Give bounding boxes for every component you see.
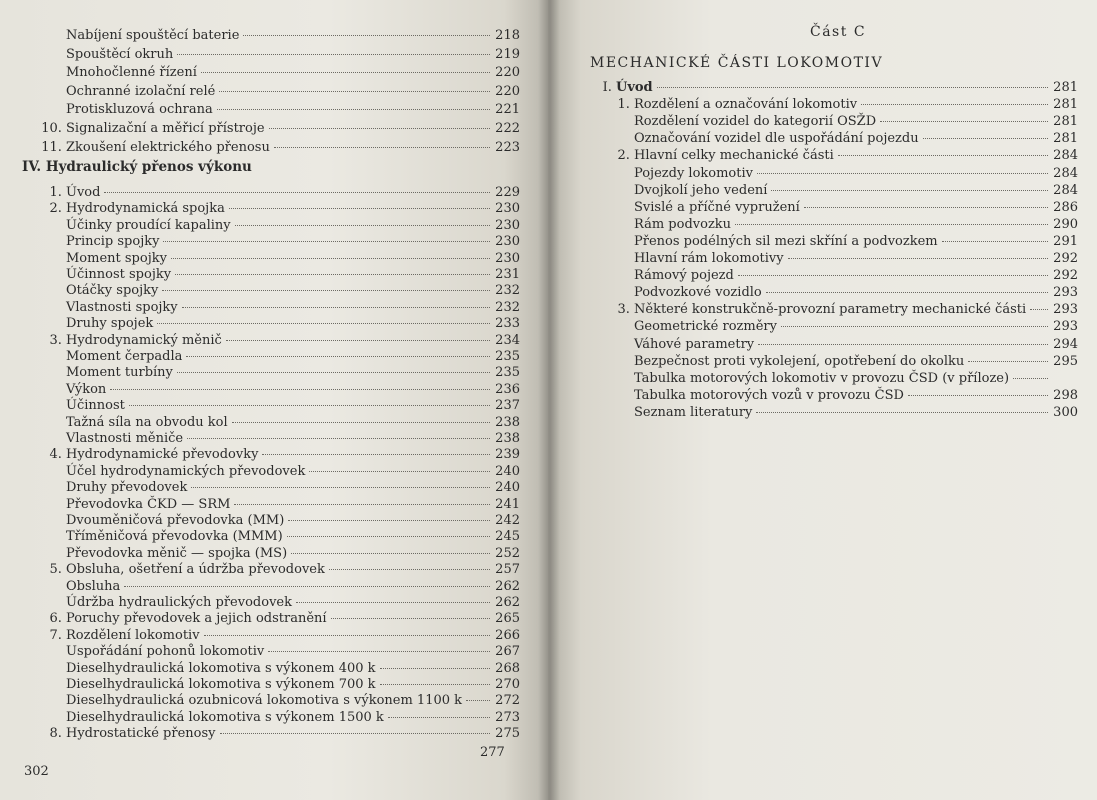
toc-entry [24, 497, 520, 513]
toc-entry [24, 300, 520, 316]
toc-entry-title: Vlastnosti spojky [66, 299, 178, 315]
toc-entry-page: 231 [495, 267, 520, 282]
toc-entry [594, 234, 1078, 250]
book-gutter [538, 0, 560, 800]
toc-entry-title: Váhové parametry [634, 336, 755, 352]
toc-entry [594, 388, 1078, 404]
part-title: MECHANICKÉ ČÁSTI LOKOMOTIV [590, 55, 884, 71]
toc-leader-dots [268, 651, 490, 652]
toc-entry-title: Ochranné izolační relé [66, 83, 216, 99]
toc-entry-title: Účinnost [66, 398, 125, 414]
toc-entry-title: Výkon [66, 381, 107, 397]
toc-entry-page: 220 [495, 65, 520, 81]
toc-entry [24, 398, 520, 414]
toc-entry-page: 232 [495, 299, 520, 315]
toc-leader-dots [466, 700, 490, 701]
toc-entry-title: Podvozkové vozidlo [634, 285, 762, 301]
toc-leader-dots [758, 344, 1048, 345]
toc-entry [594, 405, 1078, 421]
toc-entry-page: 281 [1053, 97, 1078, 113]
toc-entry [24, 447, 520, 463]
toc-entry [594, 354, 1078, 370]
toc-entry-title: Hydrodynamický měnič [66, 332, 222, 348]
toc-entry [24, 234, 520, 250]
toc-entry-title: Seznam literatury [634, 404, 753, 420]
toc-entry [594, 371, 1078, 387]
toc-entry-page: 218 [495, 28, 520, 43]
toc-entry-title: Pojezdy lokomotiv [634, 165, 753, 181]
toc-entry-title: Moment turbíny [66, 365, 173, 381]
toc-entry [594, 114, 1078, 130]
toc-entry-title: Vlastnosti měniče [66, 431, 184, 446]
toc-entry-title: Tažná síla na obvodu kol [66, 414, 228, 430]
toc-entry-page: 294 [1053, 336, 1078, 352]
toc-leader-dots [217, 109, 490, 110]
toc-leader-dots [229, 208, 490, 209]
toc-entry [594, 251, 1078, 267]
toc-leader-dots [380, 684, 490, 685]
toc-entry-page: 281 [1053, 131, 1078, 147]
toc-leader-dots [968, 361, 1048, 362]
toc-entry-page: 219 [495, 46, 520, 62]
toc-entry [24, 513, 520, 529]
toc-entry-page: 221 [495, 102, 520, 118]
toc-entry-title: Převodovka ČKD — SRM [66, 496, 231, 512]
toc-entry-page: 220 [495, 83, 520, 99]
toc-entry-title: Dieselhydraulická ozubnicová lokomotiva s výkonem 1100 k [66, 693, 463, 709]
toc-entry [24, 480, 520, 496]
toc-entry-title: Údržba hydraulických převodovek [66, 595, 292, 610]
toc-entry-number: 10. [41, 121, 66, 136]
toc-entry-page: 230 [495, 201, 520, 217]
toc-entry-title: Účinky proudící kapaliny [66, 217, 231, 233]
toc-leader-dots [657, 87, 1048, 88]
toc-entry-number: 4. [49, 447, 66, 463]
toc-entry [24, 47, 520, 63]
toc-leader-dots [923, 138, 1048, 139]
toc-entry [594, 166, 1078, 182]
toc-entry [24, 710, 520, 726]
toc-entry [24, 726, 520, 742]
toc-entry [24, 529, 520, 545]
toc-entry [24, 415, 520, 431]
toc-entry-page: 252 [495, 545, 520, 561]
toc-entry-page: 262 [495, 578, 520, 594]
toc-leader-dots [735, 224, 1048, 225]
toc-entry-number: 7. [49, 627, 66, 643]
toc-entry-page: 293 [1053, 319, 1078, 335]
toc-entry [24, 84, 520, 100]
toc-entry-title: Moment spojky [66, 250, 167, 266]
toc-entry [594, 285, 1078, 301]
toc-leader-dots [201, 72, 490, 73]
part-label: Část C [810, 24, 867, 40]
toc-entry-page: 270 [495, 677, 520, 692]
toc-entry-title: Dieselhydraulická lokomotiva s výkonem 400 k [66, 660, 376, 676]
toc-entry-page: 284 [1053, 182, 1078, 198]
toc-leader-dots [287, 536, 490, 537]
toc-entry-title: Hydrodynamická spojka [66, 201, 225, 217]
toc-entry-page: 284 [1053, 148, 1078, 164]
toc-entry-title: Signalizační a měřicí přístroje [66, 121, 265, 136]
toc-entry-title: Hydrodynamické převodovky [66, 447, 259, 463]
toc-leader-dots [204, 635, 490, 636]
toc-entry [594, 183, 1078, 199]
toc-entry [594, 268, 1078, 284]
toc-leader-dots [804, 207, 1048, 208]
toc-entry-title: Rozdělení vozidel do kategorií OSŽD [634, 114, 877, 130]
left-page [0, 0, 548, 800]
toc-entry-title: Obsluha, ošetření a údržba převodovek [66, 562, 325, 578]
toc-entry-page: 234 [495, 332, 520, 348]
toc-entry [24, 316, 520, 332]
toc-entry-number: 1. [617, 97, 634, 113]
toc-entry-number: 2. [617, 148, 634, 164]
toc-leader-dots [262, 454, 490, 455]
toc-entry-number: 8. [49, 726, 66, 742]
toc-entry-page: 230 [495, 250, 520, 266]
toc-leader-dots [908, 395, 1048, 396]
toc-entry-page: 229 [495, 185, 520, 200]
toc-entry-page: 240 [495, 463, 520, 479]
toc-leader-dots [177, 372, 490, 373]
toc-entry-page: 266 [495, 627, 520, 643]
toc-entry [24, 283, 520, 299]
toc-entry-page: 238 [495, 414, 520, 430]
toc-leader-dots [1013, 378, 1048, 379]
toc-entry [24, 677, 520, 693]
page-folio: 302 [24, 764, 49, 779]
toc-entry-title: Druhy spojek [66, 316, 154, 332]
toc-leader-dots [186, 356, 490, 357]
toc-leader-dots [243, 35, 490, 36]
toc-leader-dots [766, 292, 1048, 293]
toc-entry [594, 319, 1078, 335]
toc-entry [594, 217, 1078, 233]
toc-entry-page: 281 [1053, 114, 1078, 130]
toc-entry-title: Převodovka měnič — spojka (MS) [66, 545, 288, 561]
toc-entry-page: 233 [495, 316, 520, 332]
toc-entry-title: Protiskluzová ochrana [66, 102, 213, 118]
toc-entry-page: 241 [495, 496, 520, 512]
toc-entry-title: Dieselhydraulická lokomotiva s výkonem 700 k [66, 677, 376, 692]
toc-entry-page: 230 [495, 217, 520, 233]
toc-entry-page: 291 [1053, 233, 1078, 249]
toc-entry [24, 218, 520, 234]
toc-entry [594, 337, 1078, 353]
toc-entry-page: 235 [495, 365, 520, 381]
toc-entry [24, 628, 520, 644]
toc-entry-title: Úvod [66, 185, 101, 200]
toc-leader-dots [296, 602, 490, 603]
toc-entry [594, 302, 1078, 318]
toc-entry-page: 239 [495, 447, 520, 463]
toc-entry-page: 265 [495, 611, 520, 627]
toc-entry-title: Zkoušení elektrického přenosu [66, 139, 270, 155]
toc-entry-title: Druhy převodovek [66, 480, 188, 496]
toc-entry [594, 80, 1078, 96]
toc-leader-dots [1030, 309, 1048, 310]
toc-entry [24, 333, 520, 349]
toc-leader-dots [288, 520, 490, 521]
toc-entry-page: 236 [495, 381, 520, 397]
toc-entry [24, 644, 520, 660]
toc-entry [594, 131, 1078, 147]
toc-leader-dots [738, 275, 1048, 276]
toc-leader-dots [177, 54, 490, 55]
toc-leader-dots [880, 121, 1048, 122]
toc-entry-number: 3. [617, 302, 634, 318]
toc-leader-dots [757, 173, 1048, 174]
toc-entry-title: Nabíjení spouštěcí baterie [66, 28, 240, 43]
toc-entry-page: 273 [495, 709, 520, 725]
toc-leader-dots [838, 155, 1048, 156]
toc-entry-title: Tabulka motorových lokomotiv v provozu ČSD (v příloze) [634, 370, 1010, 386]
toc-entry-page: 300 [1053, 404, 1078, 420]
toc-leader-dots [380, 668, 490, 669]
toc-entry-title: Geometrické rozměry [634, 319, 777, 335]
toc-entry [24, 102, 520, 118]
toc-entry-page: 230 [495, 234, 520, 250]
toc-entry-page: 240 [495, 480, 520, 496]
toc-leader-dots [163, 241, 490, 242]
toc-entry-title: Tříměničová převodovka (MMM) [66, 529, 283, 545]
toc-entry-title: Spouštěcí okruh [66, 46, 174, 62]
toc-leader-dots [104, 192, 490, 193]
toc-entry [24, 579, 520, 595]
toc-leader-dots [129, 405, 490, 406]
toc-leader-dots [274, 147, 490, 148]
toc-entry-page: 272 [495, 693, 520, 709]
toc-entry-title: Hlavní rám lokomotivy [634, 251, 784, 266]
toc-entry [24, 611, 520, 627]
toc-entry-page: 268 [495, 660, 520, 676]
toc-entry [24, 431, 520, 447]
toc-entry [24, 464, 520, 480]
toc-entry-title: Přenos podélných sil mezi skříní a podvozkem [634, 233, 938, 249]
toc-entry-number: 3. [49, 332, 66, 348]
toc-entry [24, 595, 520, 611]
toc-entry-title: Rozdělení a označování lokomotiv [634, 97, 858, 113]
toc-entry-title: Bezpečnost proti vykolejení, opotřebení do okolku [634, 353, 965, 369]
toc-entry-page: 292 [1053, 251, 1078, 266]
toc-entry-page: 223 [495, 139, 520, 155]
toc-entry-number: I. [602, 80, 616, 95]
toc-entry-title: Rámový pojezd [634, 268, 734, 284]
toc-entry-number: 5. [49, 562, 66, 578]
toc-entry-title: Obsluha [66, 578, 121, 594]
toc-entry-page: 295 [1053, 353, 1078, 369]
toc-entry-page: 235 [495, 349, 520, 364]
toc-leader-dots [110, 389, 490, 390]
toc-entry [24, 201, 520, 217]
toc-entry-page: 292 [1053, 268, 1078, 284]
toc-entry [24, 365, 520, 381]
toc-leader-dots [220, 733, 491, 734]
toc-leader-dots [942, 241, 1048, 242]
toc-entry [24, 562, 520, 578]
toc-leader-dots [191, 487, 490, 488]
toc-entry [24, 661, 520, 677]
toc-entry-page: 293 [1053, 285, 1078, 301]
toc-entry-page: 281 [1053, 80, 1078, 95]
toc-leader-dots [235, 225, 490, 226]
toc-entry [24, 267, 520, 283]
toc-entry-page: 257 [495, 562, 520, 578]
toc-entry-title: Dvouměničová převodovka (MM) [66, 513, 285, 528]
toc-leader-dots [309, 471, 490, 472]
toc-leader-dots [329, 569, 490, 570]
toc-entry-title: Tabulka motorových vozů v provozu ČSD [634, 387, 904, 403]
toc-leader-dots [291, 553, 490, 554]
toc-entry-title: Rozdělení lokomotiv [66, 627, 200, 643]
toc-entry [24, 546, 520, 562]
toc-entry [594, 97, 1078, 113]
toc-entry-number: 1. [49, 185, 66, 200]
toc-leader-dots [232, 422, 490, 423]
toc-entry-title: Účel hydrodynamických převodovek [66, 463, 306, 479]
toc-leader-dots [388, 717, 490, 718]
toc-entry [24, 28, 520, 44]
toc-entry-page: 286 [1053, 199, 1078, 215]
toc-leader-dots [157, 323, 490, 324]
toc-entry [594, 148, 1078, 164]
toc-leader-dots [331, 618, 490, 619]
toc-entry [24, 693, 520, 709]
toc-entry-page: 284 [1053, 165, 1078, 181]
toc-leader-dots [771, 190, 1048, 191]
toc-entry-page: 245 [495, 529, 520, 545]
toc-entry-page: 237 [495, 398, 520, 414]
toc-entry-number: 11. [41, 139, 66, 155]
toc-entry-title: Mnohočlenné řízení [66, 65, 197, 81]
toc-leader-dots [171, 258, 490, 259]
toc-entry-page: 293 [1053, 302, 1078, 318]
toc-entry-title: Dieselhydraulická lokomotiva s výkonem 1500 k [66, 709, 384, 725]
toc-entry [24, 251, 520, 267]
trailing-page-number: 277 [480, 745, 505, 760]
toc-entry [24, 140, 520, 156]
toc-entry-title: Účinnost spojky [66, 267, 172, 282]
toc-entry [24, 185, 520, 201]
toc-entry-page: 242 [495, 513, 520, 528]
toc-entry-title: Svislé a příčné vypružení [634, 199, 800, 215]
toc-entry-page: 298 [1053, 387, 1078, 403]
toc-leader-dots [781, 326, 1048, 327]
toc-entry-title: Označování vozidel dle uspořádání pojezdu [634, 131, 919, 147]
toc-entry-page: 262 [495, 595, 520, 610]
toc-leader-dots [226, 340, 490, 341]
right-page [548, 0, 1097, 800]
toc-leader-dots [269, 128, 490, 129]
toc-entry-title: Poruchy převodovek a jejich odstranění [66, 611, 327, 627]
toc-leader-dots [219, 91, 490, 92]
toc-entry-page: 222 [495, 121, 520, 136]
toc-entry-page: 238 [495, 431, 520, 446]
toc-leader-dots [756, 412, 1048, 413]
toc-entry [594, 200, 1078, 216]
toc-entry [24, 65, 520, 81]
toc-leader-dots [162, 290, 490, 291]
toc-entry-title: Hydrostatické přenosy [66, 726, 216, 742]
toc-entry-title: Otáčky spojky [66, 283, 159, 299]
toc-entry-page: 290 [1053, 216, 1078, 232]
toc-entry-title: Hlavní celky mechanické části [634, 148, 834, 164]
toc-entry [24, 382, 520, 398]
toc-entry [24, 349, 520, 365]
toc-entry-title: Uspořádání pohonů lokomotiv [66, 644, 265, 660]
toc-leader-dots [861, 104, 1048, 105]
toc-entry-number: 2. [49, 201, 66, 217]
toc-entry-title: Dvojkolí jeho vedení [634, 182, 768, 198]
toc-leader-dots [124, 586, 490, 587]
toc-leader-dots [187, 438, 490, 439]
toc-entry-page: 267 [495, 644, 520, 660]
toc-entry-title: Princip spojky [66, 234, 160, 250]
toc-entry-page: 232 [495, 283, 520, 299]
toc-leader-dots [234, 504, 490, 505]
toc-leader-dots [182, 307, 490, 308]
section-heading: IV. Hydraulický přenos výkonu [22, 159, 252, 175]
toc-entry-title: Moment čerpadla [66, 349, 183, 364]
toc-entry-title: Úvod [616, 80, 653, 95]
toc-leader-dots [788, 258, 1048, 259]
toc-entry-page: 275 [495, 726, 520, 742]
toc-entry-number: 6. [49, 611, 66, 627]
toc-entry [24, 121, 520, 137]
toc-entry-title: Rám podvozku [634, 216, 732, 232]
toc-entry-title: Některé konstrukčně-provozní parametry mechanické části [634, 302, 1027, 318]
toc-leader-dots [175, 274, 490, 275]
